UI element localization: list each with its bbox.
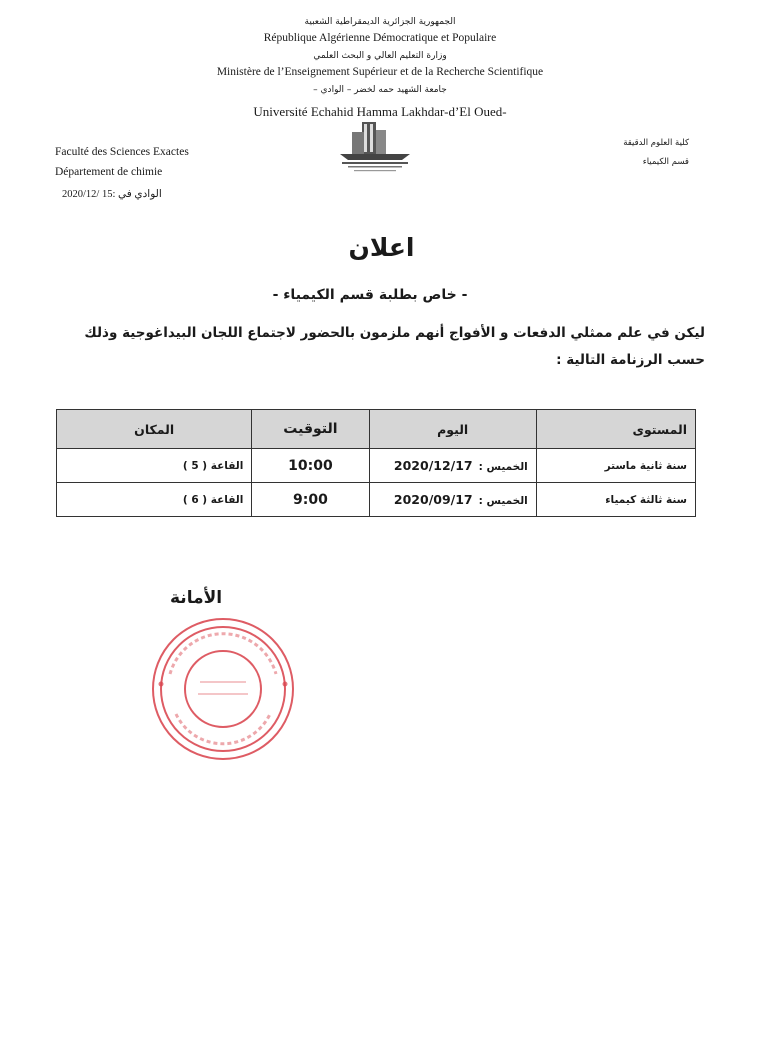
header-ar-republic: الجمهورية الجزائرية الديمقراطية الشعبية: [304, 17, 456, 27]
header-day: اليوم: [369, 410, 536, 449]
header-ar-ministry: وزارة التعليم العالي و البحث العلمي: [313, 51, 447, 61]
cell-weekday: الخميس :: [478, 461, 528, 473]
table-header-row: [57, 410, 696, 449]
cell-place: القاعة ( 6 ): [57, 483, 252, 517]
cell-place: القاعة ( 5 ): [57, 449, 252, 483]
cell-time: 9:00: [252, 483, 369, 517]
department-ar: قسم الكيمياء: [642, 157, 689, 167]
cell-day: [369, 483, 536, 517]
schedule-table: [56, 409, 696, 517]
department-fr: Département de chimie: [55, 166, 163, 178]
signature-label: الأمانة: [170, 588, 223, 608]
cell-time: 10:00: [252, 449, 369, 483]
cell-level: سنة ثالثة كيمياء: [536, 483, 695, 517]
cell-date: 2020/12/17: [393, 458, 473, 473]
faculty-ar: كلية العلوم الدقيقة: [623, 138, 689, 148]
table-row: [57, 483, 696, 517]
header-fr-university: Université Echahid Hamma Lakhdar-d’El Oued-: [253, 104, 507, 119]
announcement-title: اعلان: [348, 233, 415, 262]
announcement-body: ليكن في علم ممثلي الدفعات و الأفواج أنهم ملزمون بالحضور لاجتماع اللجان البيداغوجية وذلك حسب الرزنامة التالية :: [84, 325, 705, 368]
header-time: التوقيت: [252, 410, 369, 449]
header-level: المستوى: [536, 410, 695, 449]
date-line: الوادي في :15 /2020/12: [62, 189, 162, 200]
faculty-fr: Faculté des Sciences Exactes: [55, 146, 189, 158]
header-place: المكان: [57, 410, 252, 449]
cell-day: [369, 449, 536, 483]
cell-weekday: الخميس :: [478, 495, 528, 507]
cell-date: 2020/09/17: [393, 492, 473, 507]
university-logo-icon: [334, 118, 416, 174]
header-fr-ministry: Ministère de l’Enseignement Supérieur et de la Recherche Scientifique: [216, 66, 544, 78]
cell-level: سنة ثانية ماستر: [536, 449, 695, 483]
announcement-subtitle: - خاص بطلبة قسم الكيمياء -: [272, 287, 468, 303]
header-ar-university: جامعة الشهيد حمه لخضر – الوادي –: [313, 85, 447, 95]
table-row: [57, 449, 696, 483]
official-stamp-icon: [148, 614, 298, 764]
header-fr-republic: République Algérienne Démocratique et Populaire: [263, 32, 497, 44]
